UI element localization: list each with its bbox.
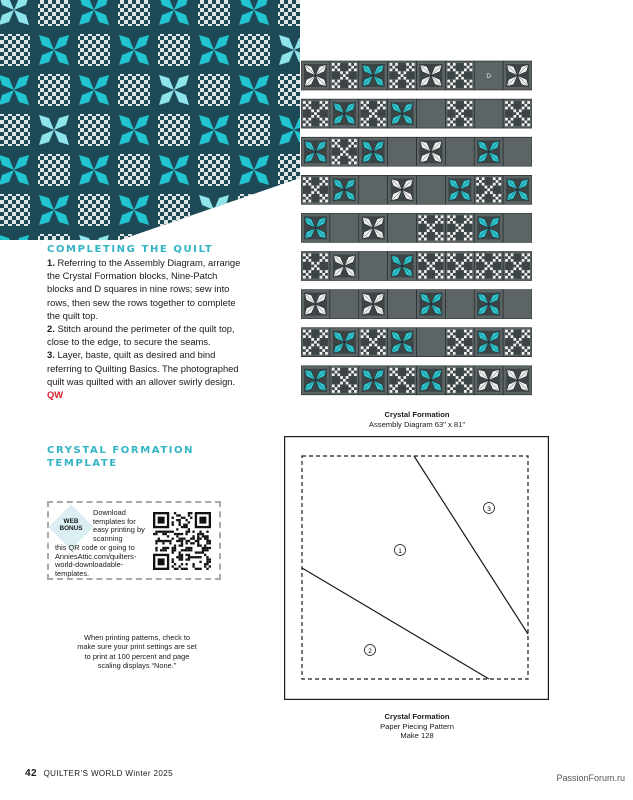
photo-ninepatch: [38, 74, 70, 106]
diagram-block: [388, 175, 417, 204]
piece-2-marker: [365, 645, 376, 656]
photo-ninepatch: [198, 0, 230, 26]
diagram-block: [388, 61, 417, 90]
print-note: When printing patterns, check to make sure your print settings are set to print at 100 percent and page scaling displays “None.”: [77, 633, 197, 670]
photo-ninepatch: [0, 114, 30, 146]
photo-ninepatch: [158, 34, 190, 66]
web-bonus-badge-label: WEB BONUS: [59, 518, 83, 533]
step-2: 2. Stitch around the perimeter of the quilt top, close to the edge, to secure the seams.: [47, 323, 235, 348]
photo-crystal-petal: [199, 210, 214, 225]
diagram-block: [330, 366, 359, 395]
photo-ninepatch: [38, 234, 70, 240]
diagram-block: [301, 328, 330, 357]
diagram-block: [474, 61, 503, 90]
completing-heading: COMPLETING THE QUILT: [47, 244, 214, 255]
magazine-name: QUILTER’S WORLD: [43, 769, 123, 778]
diagram-row: [301, 99, 532, 128]
diagram-block: [445, 328, 474, 357]
diagram-block: [417, 290, 446, 319]
page-footer: [25, 768, 173, 779]
photo-crystal-petal: [279, 195, 294, 210]
paper-piecing-template: [284, 436, 549, 700]
photo-crystal-petal: [174, 235, 189, 240]
photo-crystal-petal: [294, 195, 300, 210]
diagram-block: [417, 366, 446, 395]
photo-ninepatch: [238, 194, 270, 226]
photo-ninepatch: [38, 0, 70, 26]
diagram-block: [503, 175, 532, 204]
diagram-block: [503, 99, 532, 128]
diagram-block: [388, 137, 417, 166]
diagram-block: [301, 137, 330, 166]
photo-crystal-petal: [159, 235, 174, 240]
photo-ninepatch: [158, 114, 190, 146]
diagram-block: [330, 137, 359, 166]
diagram-block: [359, 366, 388, 395]
diagram-block: [445, 137, 474, 166]
diagram-block: [330, 175, 359, 204]
diagram-block: [474, 366, 503, 395]
diagram-block: [359, 137, 388, 166]
photo-ninepatch: [118, 0, 150, 26]
diagram-block: [359, 175, 388, 204]
diagram-block: [503, 290, 532, 319]
issue-date: Winter 2025: [125, 769, 173, 778]
assembly-diagram: [301, 60, 532, 398]
svg-text:2: 2: [368, 647, 372, 655]
diagram-block: [388, 252, 417, 281]
diagram-row: [301, 290, 532, 319]
photo-ninepatch: [0, 34, 30, 66]
diagram-row: [301, 366, 532, 395]
photo-ninepatch: [278, 0, 300, 26]
diagram-block: [359, 213, 388, 242]
photo-ninepatch: [118, 74, 150, 106]
photo-ninepatch: [278, 154, 300, 186]
diagram-block: [417, 252, 446, 281]
diagram-block: [474, 252, 503, 281]
photo-ninepatch: [278, 234, 300, 240]
diagram-block: [330, 61, 359, 90]
d-square-label: D: [486, 73, 492, 80]
photo-ninepatch: [278, 74, 300, 106]
diagram-block: [301, 290, 330, 319]
diagram-block: [330, 213, 359, 242]
diagram-block: [417, 61, 446, 90]
diagram-block: [503, 61, 532, 90]
diagram-block: [301, 213, 330, 242]
diagram-block: [503, 366, 532, 395]
piece-1-marker: [395, 545, 406, 556]
photo-ninepatch: [78, 114, 110, 146]
photo-ninepatch: [238, 114, 270, 146]
photo-ninepatch: [198, 234, 230, 240]
page-number: 42: [25, 768, 37, 779]
web-bonus-box: [47, 501, 221, 580]
diagram-block: [474, 175, 503, 204]
assembly-caption: Crystal Formation Assembly Diagram 63" x 81": [368, 410, 466, 429]
diagram-block: [445, 213, 474, 242]
diagram-block: [503, 328, 532, 357]
diagram-row: [301, 175, 532, 204]
photo-ninepatch: [158, 194, 190, 226]
diagram-row: [301, 213, 532, 242]
diagram-block: [417, 328, 446, 357]
diagram-block: [301, 61, 330, 90]
diagram-block: [503, 213, 532, 242]
photo-ninepatch: [38, 154, 70, 186]
step-1: 1. Referring to the Assembly Diagram, arrange the Crystal Formation blocks, Nine-Patch blocks and D squares in nine rows; sew into rows, then sew the rows together to complete the quilt top.: [47, 257, 241, 321]
diagram-block: [388, 366, 417, 395]
svg-text:1: 1: [398, 547, 402, 555]
qr-code[interactable]: [153, 512, 211, 570]
quilt-photo: [0, 0, 300, 240]
diagram-block: [474, 290, 503, 319]
diagram-block: [474, 99, 503, 128]
photo-crystal-petal: [254, 235, 269, 240]
photo-crystal-petal: [294, 210, 300, 225]
diagram-block: [301, 175, 330, 204]
diagram-block: [388, 328, 417, 357]
watermark: PassionForum.ru: [556, 773, 625, 783]
diagram-block: [445, 175, 474, 204]
diagram-block: [474, 328, 503, 357]
photo-crystal-petal: [279, 210, 294, 225]
diagram-row: [301, 328, 532, 357]
photo-crystal-petal: [239, 235, 254, 240]
photo-ninepatch: [198, 154, 230, 186]
diagram-block: [330, 290, 359, 319]
diagram-block: [388, 99, 417, 128]
diagram-block: [330, 328, 359, 357]
diagram-block: [445, 99, 474, 128]
piece-3-marker: [484, 503, 495, 514]
completing-instructions: [47, 256, 243, 401]
photo-ninepatch: [118, 154, 150, 186]
diagram-block: [330, 99, 359, 128]
diagram-block: [445, 61, 474, 90]
diagram-block: [445, 290, 474, 319]
diagram-block: [388, 213, 417, 242]
diagram-row: [301, 61, 532, 90]
diagram-block: [417, 137, 446, 166]
diagram-block: [445, 366, 474, 395]
photo-ninepatch: [78, 34, 110, 66]
diagram-block: [417, 99, 446, 128]
photo-ninepatch: [238, 34, 270, 66]
qw-end-mark: QW: [47, 389, 64, 401]
web-bonus-text: Download templates for easy printing by scanning this QR code or going to AnniesAttic.com/quilters-world-downloadable-templates.: [55, 508, 145, 578]
diagram-block: [359, 328, 388, 357]
photo-crystal-petal: [214, 210, 229, 225]
photo-ninepatch: [118, 234, 150, 240]
diagram-block: [359, 252, 388, 281]
diagram-block: [474, 213, 503, 242]
diagram-block: [359, 99, 388, 128]
pattern-caption: Crystal Formation Paper Piecing Pattern Make 128: [380, 712, 454, 740]
diagram-block: [359, 290, 388, 319]
diagram-row: [301, 137, 532, 166]
diagram-block: [417, 213, 446, 242]
diagram-block: [388, 290, 417, 319]
template-heading: CRYSTAL FORMATION TEMPLATE: [47, 445, 195, 469]
diagram-block: [474, 137, 503, 166]
diagram-block: [503, 252, 532, 281]
photo-ninepatch: [78, 194, 110, 226]
diagram-block: [445, 252, 474, 281]
photo-ninepatch: [198, 74, 230, 106]
svg-text:3: 3: [487, 505, 491, 513]
diagram-block: [417, 175, 446, 204]
diagram-block: [301, 99, 330, 128]
diagram-block: [503, 137, 532, 166]
step-3: 3. Layer, baste, quilt as desired and bind referring to Quilting Basics. The photographed quilt was quilted with an allover swirly design. QW: [47, 349, 239, 401]
photo-ninepatch: [0, 194, 30, 226]
template-outer-frame: [285, 437, 549, 700]
diagram-block: [359, 61, 388, 90]
diagram-block: [330, 252, 359, 281]
diagram-row: [301, 252, 532, 281]
diagram-block: [301, 252, 330, 281]
diagram-block: [301, 366, 330, 395]
